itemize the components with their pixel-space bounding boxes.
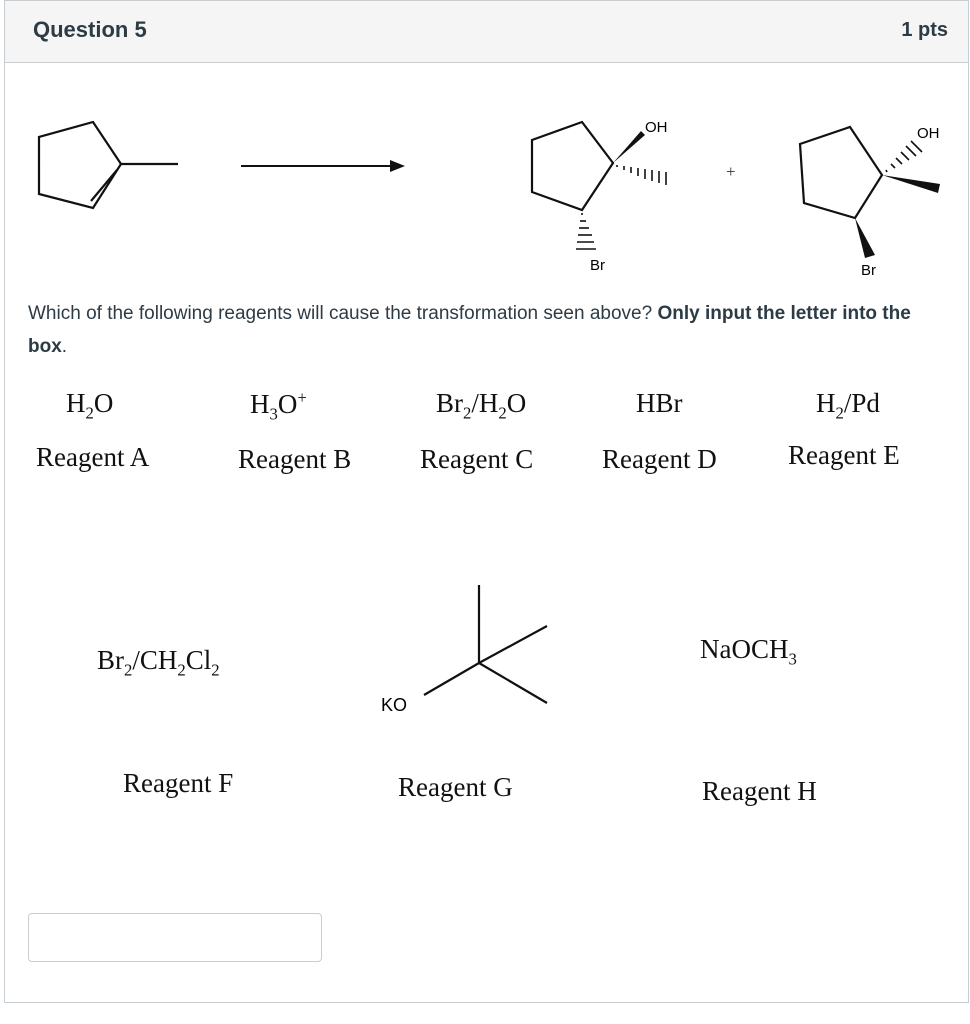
starting-material-methylcyclopentene [39,122,178,208]
product-1-oh-label: OH [645,119,668,136]
answer-input[interactable] [28,913,322,962]
reagent-f-label: Reagent F [123,768,234,798]
question-points: 1 pts [901,19,948,41]
product-2-oh-label: OH [917,125,940,142]
reagent-g-ko-label: KO [381,695,408,715]
reagent-f-formula: $Br_2/CH_2Cl_2$ [97,645,220,680]
reagent-h-formula: NaOCH$_3$ [700,634,797,669]
product-2-br-label: Br [861,262,876,279]
reagent-d-label: Reagent D [602,444,717,474]
product-2-bromohydrin [800,125,940,279]
reagent-a-label: Reagent A [36,442,150,472]
reagent-a-formula: $H_2O$ [66,388,114,423]
reagent-c-formula: $Br_2/H_2O$ [436,388,527,423]
reagent-b-formula: $H_3O^+$ [250,388,307,424]
product-1-bromohydrin [532,119,668,274]
plus-sign: + [726,162,736,181]
reaction-arrow [241,160,405,172]
reagent-g-structure [424,585,547,703]
reagent-e-label: Reagent E [788,440,900,470]
prompt-end: . [61,336,68,357]
reagent-g-label: Reagent G [398,772,513,802]
reagent-e-formula: $H_2/Pd$ [816,388,880,423]
reagent-c-label: Reagent C [420,444,534,474]
prompt-text: Which of the following reagents will cause the transformation seen above? [28,303,658,324]
prompt-bold-text: Only input the letter into the box [28,303,911,357]
reagent-b-label: Reagent B [238,444,352,474]
question-prompt [28,297,928,363]
reagent-d-formula: HBr [636,388,683,418]
question-title: Question 5 [33,17,147,42]
product-1-br-label: Br [590,257,605,274]
reagent-h-label: Reagent H [702,776,817,806]
